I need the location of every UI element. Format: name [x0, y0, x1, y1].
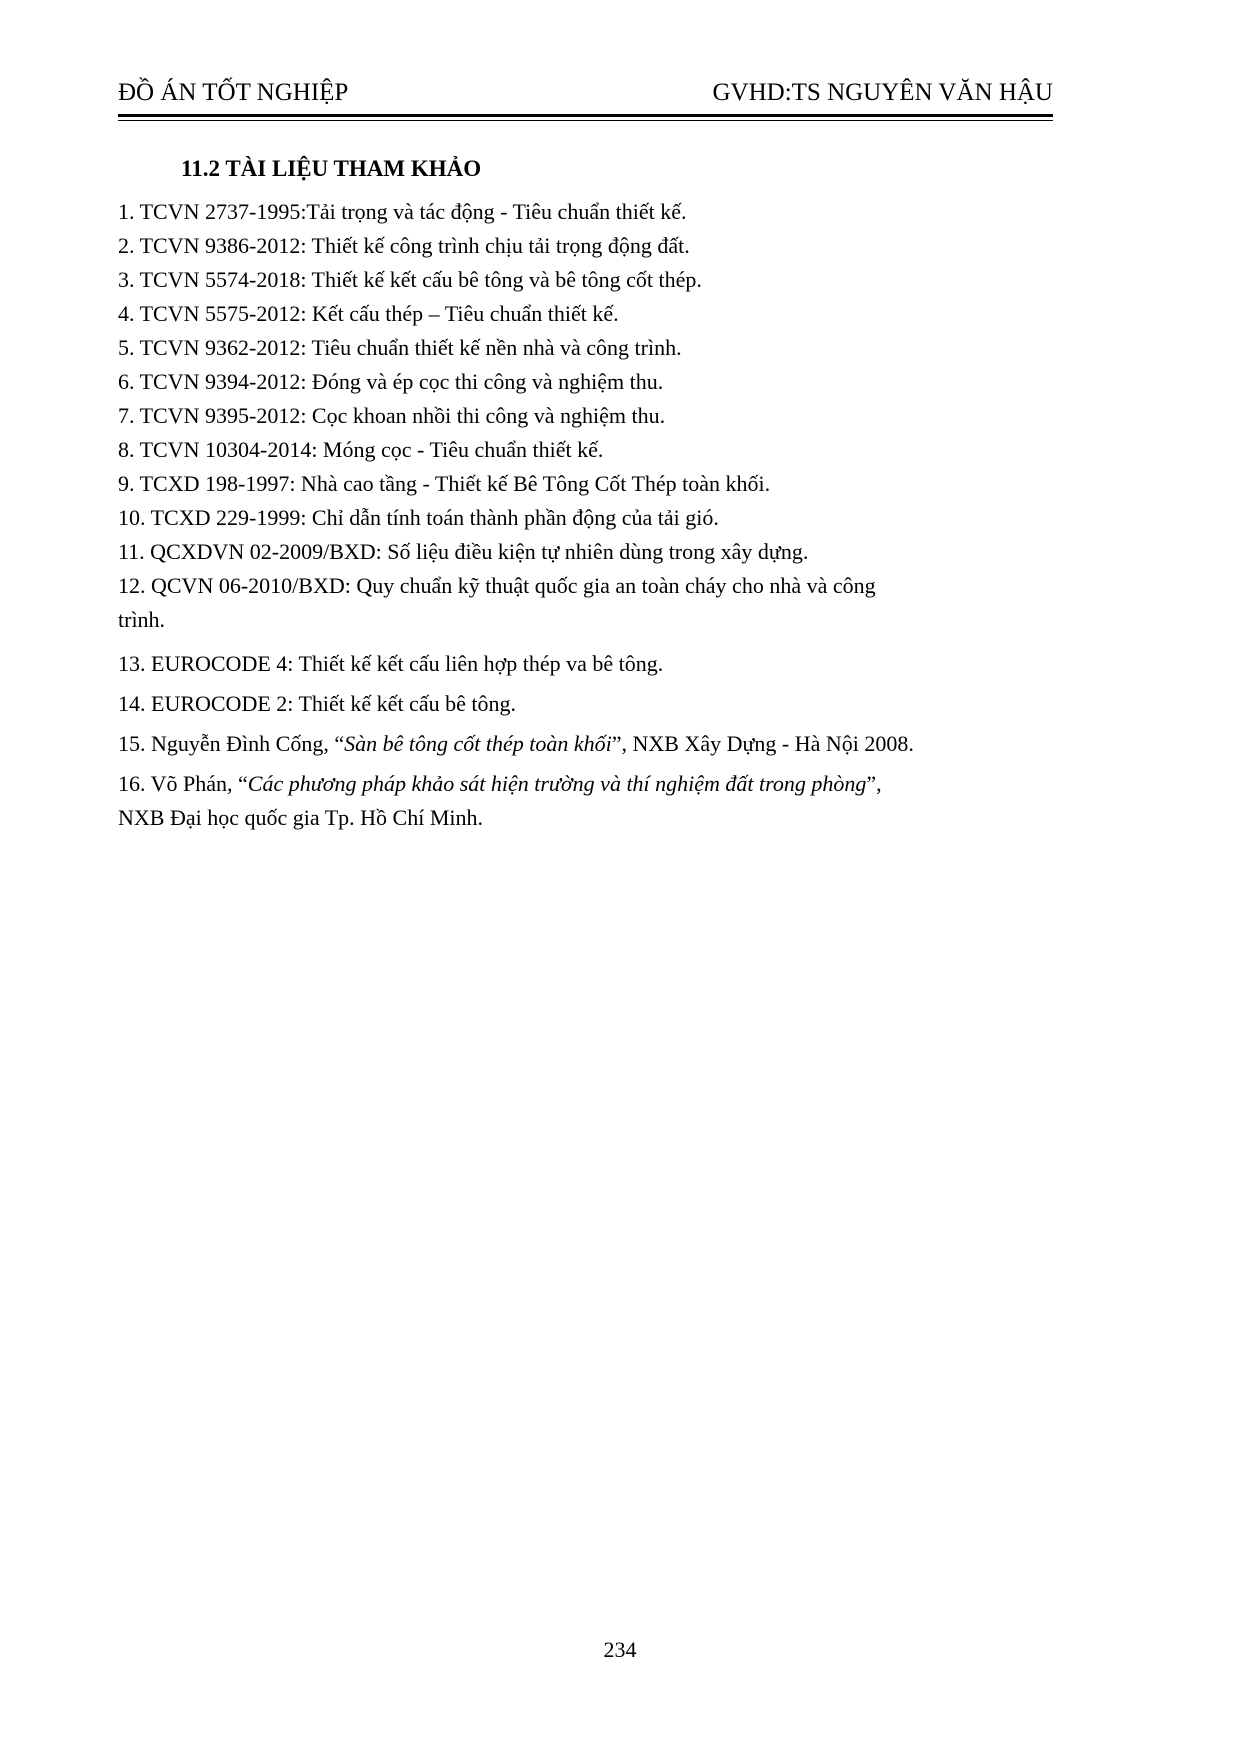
- reference-item: 9. TCXD 198-1997: Nhà cao tầng - Thiết kế Bê Tông Cốt Thép toàn khối.: [118, 471, 771, 496]
- header-right-supervisor: GVHD:TS NGUYÊN VĂN HẬU: [712, 79, 1053, 106]
- reference-item: 10. TCXD 229-1999: Chỉ dẫn tính toán thành phần động của tải gió.: [118, 505, 719, 530]
- reference-item-continuation: trình.: [118, 607, 166, 632]
- reference-item: 7. TCVN 9395-2012: Cọc khoan nhồi thi công và nghiệm thu.: [118, 403, 666, 428]
- reference-item: [118, 766, 1038, 801]
- ref15-before: 15. Nguyễn Đình Cống, “: [118, 731, 345, 756]
- reference-item: 12. QCVN 06-2010/BXD: Quy chuẩn kỹ thuật quốc gia an toàn cháy cho nhà và công: [118, 573, 876, 598]
- reference-item: 2. TCVN 9386-2012: Thiết kế công trình chịu tải trọng động đất.: [118, 233, 690, 258]
- ref16-before: 16. Võ Phán, “: [118, 771, 248, 796]
- section-title: 11.2 TÀI LIỆU THAM KHẢO: [181, 156, 482, 181]
- reference-item: [118, 726, 1038, 761]
- reference-item: 13. EUROCODE 4: Thiết kế kết cấu liên hợp thép va bê tông.: [118, 651, 664, 676]
- reference-item: 1. TCVN 2737-1995:Tải trọng và tác động - Tiêu chuẩn thiết kế.: [118, 199, 687, 224]
- header-rule-thick: [118, 114, 1053, 117]
- page-header: [118, 78, 1053, 108]
- reference-item: 3. TCVN 5574-2018: Thiết kế kết cấu bê tông và bê tông cốt thép.: [118, 267, 702, 292]
- reference-item: 11. QCXDVN 02-2009/BXD: Số liệu điều kiện tự nhiên dùng trong xây dựng.: [118, 539, 809, 564]
- ref16-after: ”,: [866, 771, 882, 796]
- reference-item: 8. TCVN 10304-2014: Móng cọc - Tiêu chuẩn thiết kế.: [118, 437, 604, 462]
- ref15-book-title: Sàn bê tông cốt thép toàn khối: [344, 731, 612, 756]
- header-rule-thin: [118, 120, 1053, 121]
- reference-item: 6. TCVN 9394-2012: Đóng và ép cọc thi công và nghiệm thu.: [118, 369, 664, 394]
- reference-item: 4. TCVN 5575-2012: Kết cấu thép – Tiêu chuẩn thiết kế.: [118, 301, 619, 326]
- reference-item: 14. EUROCODE 2: Thiết kế kết cấu bê tông.: [118, 691, 516, 716]
- reference-item: 5. TCVN 9362-2012: Tiêu chuẩn thiết kế nền nhà và công trình.: [118, 335, 682, 360]
- header-left-title: ĐỒ ÁN TỐT NGHIỆP: [118, 79, 349, 106]
- reference-item-continuation: NXB Đại học quốc gia Tp. Hồ Chí Minh.: [118, 805, 484, 830]
- ref16-book-title: Các phương pháp khảo sát hiện trường và thí nghiệm đất trong phòng: [247, 771, 867, 796]
- ref15-after: ”, NXB Xây Dựng - Hà Nội 2008.: [611, 731, 914, 756]
- page-number: 234: [603, 1637, 637, 1662]
